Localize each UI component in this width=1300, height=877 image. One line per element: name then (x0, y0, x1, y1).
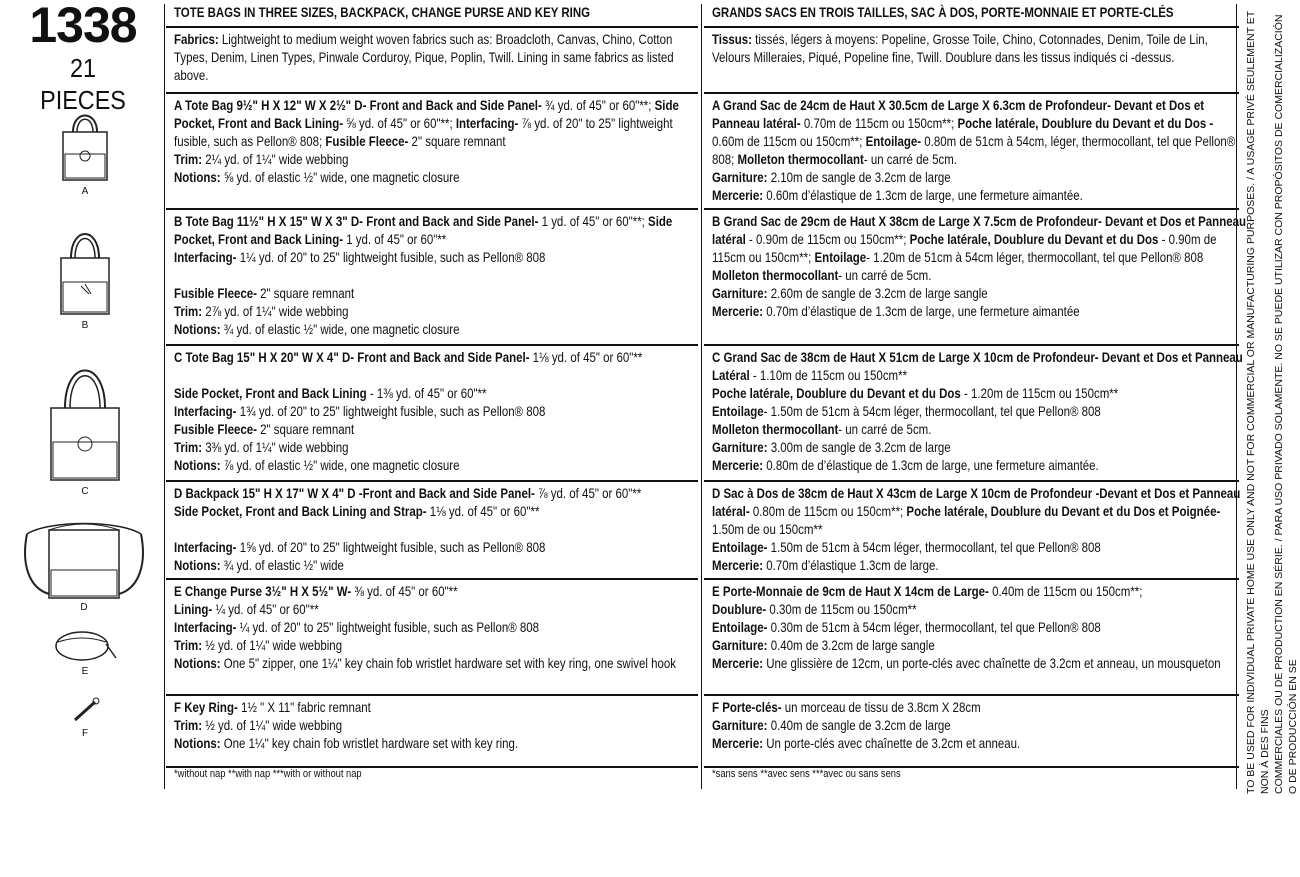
view-a (30, 106, 140, 197)
text: - 1.20m de 115cm ou 150cm** (960, 385, 1119, 401)
text: 0.40m de 3.2cm de large sangle (767, 637, 935, 653)
usage-notice-line1: TO BE USED FOR INDIVIDUAL PRIVATE HOME USE ONLY AND NOT FOR COMMERCIAL OR MANUFACTURING PURPOSES. / A USAGE PRIVÉ SEULEMENT ET NON À DES FINS (1245, 11, 1271, 794)
section-title: B Tote Bag 11½" H X 15" W X 3" D- Front and Back and Side Panel- (174, 213, 539, 229)
label: Lining- (174, 601, 213, 617)
text: 2" square remnant (408, 133, 506, 149)
section-title: D Backpack 15" H X 17" W X 4" D -Front and Back and Side Panel- (174, 485, 535, 501)
label: Trim: (174, 439, 203, 455)
text: ½ yd. of 1¼" wide webbing (202, 637, 343, 653)
text: ¼ yd. of 20" to 25" lightweight fusible, such as Pellon® 808 (236, 619, 540, 635)
section-title: F Key Ring- (174, 699, 238, 715)
text: 0.40m de 115cm ou 150cm**; (988, 583, 1143, 599)
label: Tissus: (712, 31, 752, 47)
text: 2" square remnant (256, 285, 355, 301)
view-f-section-fr (704, 694, 1239, 768)
label: Side Pocket, Front and Back Lining- (174, 97, 679, 131)
label: Trim: (174, 637, 203, 653)
view-f-section (166, 694, 698, 768)
text: ¾ yd. of 45" or 60"**; (541, 97, 655, 113)
view-a-section (166, 92, 698, 206)
view-label: F (81, 728, 89, 739)
label: Notions: (174, 655, 221, 671)
label: Molleton thermocollant (712, 421, 839, 437)
section-title: B Grand Sac de 29cm de Haut X 38cm de Large X 7.5cm de Profondeur- Devant et Dos et Panneau latéral (712, 213, 1246, 247)
french-footnote: *sans sens **avec sens ***avec ou sans sens (712, 768, 901, 780)
label: Fusible Fleece- (174, 421, 257, 437)
view-b-section (166, 208, 698, 344)
text: Lightweight to medium weight woven fabrics such as: Broadcloth, Canvas, Chino, Cotton Types, Denim, Linen Types, Pinwale Corduroy, Pique, Poplin, Twill. Lining in same fabrics as listed above. (174, 31, 674, 83)
label: Molleton thermocollant (737, 151, 864, 167)
text: ⅝ yd. of 45" or 60"**; (343, 115, 456, 131)
view-label: D (80, 602, 88, 613)
text: - 1.20m de 51cm à 54cm léger, thermocollant, tel que Pellon® 808 (866, 249, 1204, 265)
text: 1¼ yd. of 20" to 25" lightweight fusible, such as Pellon® 808 (236, 249, 546, 265)
label: Interfacing- (174, 539, 237, 555)
text: ¾ yd. of elastic ½" wide (220, 557, 344, 573)
text: 1¾ yd. of 20" to 25" lightweight fusible, such as Pellon® 808 (236, 403, 546, 419)
text: 0.60m de 115cm ou 150cm**; (712, 133, 866, 149)
text: Une glissière de 12cm, un porte-clés avec chaînette de 3.2cm et anneau, un mousqueton (763, 655, 1221, 671)
label: Trim: (174, 151, 203, 167)
label: Poche latérale, Doublure du Devant et du Dos (712, 385, 961, 401)
text: ⅝ yd. of elastic ½" wide, one magnetic closure (220, 169, 460, 185)
label: Garniture: (712, 169, 768, 185)
text: - 1.10m de 115cm ou 150cm** (749, 367, 908, 383)
text: - un carré de 5cm. (838, 267, 932, 283)
text: ¾ yd. of elastic ½" wide, one magnetic closure (220, 321, 460, 337)
view-d (14, 514, 154, 613)
label: Notions: (174, 557, 221, 573)
usage-notice (1244, 4, 1299, 794)
label: Interfacing- (174, 619, 237, 635)
label: Entoilage (712, 403, 764, 419)
view-d-section-fr (704, 480, 1239, 578)
text: - 1⅜ yd. of 45" or 60"** (366, 385, 487, 401)
section-title: A Tote Bag 9½" H X 12" W X 2½" D- Front and Back and Side Panel- (174, 97, 542, 113)
text: ⅞ yd. of 20" to 25" lightweight fusible, such as Pellon® 808; (174, 115, 673, 149)
text: un morceau de tissu de 3.8cm X 28cm (781, 699, 981, 715)
view-d-section (166, 480, 698, 578)
label: Side Pocket, Front and Back Lining- (174, 213, 673, 247)
view-label: A (81, 186, 89, 197)
label: Mercerie: (712, 187, 764, 203)
section-title: A Grand Sac de 24cm de Haut X 30.5cm de Large X 6.3cm de Profondeur- Devant et Dos et Panneau latéral- (712, 97, 1205, 131)
label: Poche latérale, Doublure du Devant et du Dos (909, 231, 1159, 247)
text: 0.70m de 115cm ou 150cm**; (800, 115, 958, 131)
text: 2⅞ yd. of 1¼" wide webbing (202, 303, 349, 319)
text: - un carré de 5cm. (838, 421, 932, 437)
text: 1.50m de 51cm à 54cm léger, thermocollant, tel que Pellon® 808 (767, 539, 1101, 555)
view-f (30, 696, 140, 739)
label: Interfacing- (174, 403, 237, 419)
view-a-section-fr (704, 92, 1239, 206)
view-e-section (166, 578, 698, 696)
section-title: C Tote Bag 15" H X 20" W X 4" D- Front and Back and Side Panel- (174, 349, 530, 365)
label: Doublure- (712, 601, 767, 617)
label: Poche latérale, Doublure du Devant et du Dos - (957, 115, 1214, 131)
text: - un carré de 5cm. (863, 151, 957, 167)
pattern-number: 1338 (29, 0, 137, 53)
pieces-count: 21 PIECES (40, 53, 126, 115)
label: Fabrics: (174, 31, 219, 47)
view-label: E (81, 666, 89, 677)
tote-bag-b-illustration (55, 224, 115, 318)
section-title: C Grand Sac de 38cm de Haut X 51cm de Large X 10cm de Profondeur- Devant et Dos et Panneau Latéral (712, 349, 1243, 383)
label: Poche latérale, Doublure du Devant et du Dos et Poignée- (906, 503, 1221, 519)
text: 2¼ yd. of 1¼" wide webbing (202, 151, 349, 167)
label: Interfacing- (174, 249, 237, 265)
view-label: B (81, 320, 89, 331)
text: 0.80m de 115cm ou 150cm**; (749, 503, 907, 519)
label: Garniture: (712, 637, 768, 653)
text: 1 yd. of 45" or 60"** (343, 231, 447, 247)
text: 2.10m de sangle de 3.2cm de large (767, 169, 951, 185)
english-footnote: *without nap **with nap ***with or without nap (174, 768, 362, 780)
text: 1.50m de ou 150cm** (712, 521, 823, 537)
view-label: C (81, 486, 89, 497)
usage-notice-line2: COMMERCIALES OU DE PRODUCTION EN SÉRIE. / PARA USO PRIVADO SOLAMENTE. NO SE PUEDE UTILIZAR CON PROPÓSITOS DE COMERCIALIZACIÓN O DE PRODUCCIÓN EN SE (1273, 14, 1299, 794)
text: ⅞ yd. of 45" or 60"** (534, 485, 642, 501)
view-e-section-fr (704, 578, 1239, 696)
label: Entoilage (814, 249, 867, 265)
label: Notions: (174, 321, 221, 337)
text: - 0.90m de 115cm ou 150cm**; (745, 231, 910, 247)
label: Garniture: (712, 439, 768, 455)
text: 0.30m de 115cm ou 150cm** (766, 601, 917, 617)
label: Garniture: (712, 285, 768, 301)
label: Interfacing- (455, 115, 519, 131)
text: One 5" zipper, one 1¼" key chain fob wristlet hardware set with key ring, one swivel hook (220, 655, 677, 671)
label: Entoilage- (712, 619, 768, 635)
text: ¼ yd. of 45" or 60"** (212, 601, 319, 617)
text: ⅞ yd. of elastic ½" wide, one magnetic closure (220, 457, 460, 473)
text: 0.80m de 51cm à 54cm, léger, thermocollant, tel que Pellon® 808; (712, 133, 1236, 167)
text: One 1¼" key chain fob wristlet hardware set with key ring. (220, 735, 519, 751)
backpack-illustration (19, 514, 149, 600)
section-title: F Porte-clés- (712, 699, 782, 715)
view-c (30, 356, 140, 497)
label: Notions: (174, 457, 221, 473)
change-purse-illustration (50, 624, 120, 664)
label: Side Pocket, Front and Back Lining and Strap- (174, 503, 427, 519)
text: 2.60m de sangle de 3.2cm de large sangle (767, 285, 988, 301)
text: 0.60m d’élastique de 1.3cm de large, une fermeture aimantée. (763, 187, 1083, 203)
label: Trim: (174, 717, 203, 733)
french-title: GRANDS SACS EN TROIS TAILLES, SAC À DOS, PORTE-MONNAIE ET PORTE-CLÉS (712, 4, 1174, 20)
label: Trim: (174, 303, 203, 319)
tote-bag-c-illustration (47, 356, 123, 484)
label: Mercerie: (712, 655, 764, 671)
section-title: D Sac à Dos de 38cm de Haut X 43cm de Large X 10cm de Profondeur -Devant et Dos et Panneau latéral- (712, 485, 1241, 519)
label: Mercerie: (712, 557, 764, 573)
label: Mercerie: (712, 303, 764, 319)
text: 1½ " X 11" fabric remnant (237, 699, 371, 715)
label: Mercerie: (712, 457, 764, 473)
text: ½ yd. of 1¼" wide webbing (202, 717, 343, 733)
label: Fusible Fleece- (325, 133, 409, 149)
text: tissés, légers à moyens: Popeline, Grosse Toile, Chino, Cotonnades, Denim, Toile de Lin, Velours Milleraies, Piqué, Popeline fine, Twill. Doublure dans les tissus indiqués ci -dessus. (712, 31, 1208, 65)
label: Molleton thermocollant (712, 267, 839, 283)
view-b-section-fr (704, 208, 1246, 344)
text: 1⅛ yd. of 45" or 60"** (426, 503, 540, 519)
label: Notions: (174, 169, 221, 185)
text: 3⅜ yd. of 1¼" wide webbing (202, 439, 349, 455)
text: 2" square remnant (256, 421, 355, 437)
text: ⅜ yd. of 45" or 60"** (351, 583, 458, 599)
text: 3.00m de sangle de 3.2cm de large (767, 439, 951, 455)
fabrics-section (166, 26, 698, 92)
text: 0.80m de d’élastique de 1.3cm de large, une fermeture aimantée. (763, 457, 1099, 473)
column-divider (164, 4, 165, 789)
fabrics-section-fr (704, 26, 1239, 92)
label: Entoilage- (712, 539, 768, 555)
label: Garniture: (712, 717, 768, 733)
key-ring-illustration (65, 696, 105, 726)
section-title: E Porte-Monnaie de 9cm de Haut X 14cm de Large- (712, 583, 989, 599)
text: 0.30m de 51cm à 54cm léger, thermocollant, tel que Pellon® 808 (767, 619, 1101, 635)
label: Entoilage- (865, 133, 922, 149)
view-b (30, 224, 140, 331)
label: Notions: (174, 735, 221, 751)
section-title: E Change Purse 3½" H X 5½" W- (174, 583, 352, 599)
text: 1⅛ yd. of 45" or 60"** (529, 349, 643, 365)
text: Un porte-clés avec chaînette de 3.2cm et anneau. (763, 735, 1021, 751)
view-c-section-fr (704, 344, 1243, 480)
view-e (30, 624, 140, 677)
tote-bag-a-illustration (55, 106, 115, 184)
english-title: TOTE BAGS IN THREE SIZES, BACKPACK, CHANGE PURSE AND KEY RING (174, 4, 591, 20)
label: Fusible Fleece- (174, 285, 257, 301)
text: 1⅝ yd. of 20" to 25" lightweight fusible, such as Pellon® 808 (236, 539, 546, 555)
label: Mercerie: (712, 735, 764, 751)
view-c-section (166, 344, 698, 480)
label: Side Pocket, Front and Back Lining (174, 385, 367, 401)
text: 1 yd. of 45" or 60"**; (538, 213, 649, 229)
text: 0.70m d’élastique 1.3cm de large. (763, 557, 939, 573)
text: 0.70m d’élastique de 1.3cm de large, une fermeture aimantée (763, 303, 1080, 319)
text: - 0.90m de 115cm ou 150cm**; (712, 231, 1217, 265)
text: 0.40m de sangle de 3.2cm de large (767, 717, 951, 733)
text: - 1.50m de 51cm à 54cm léger, thermocollant, tel que Pellon® 808 (763, 403, 1101, 419)
